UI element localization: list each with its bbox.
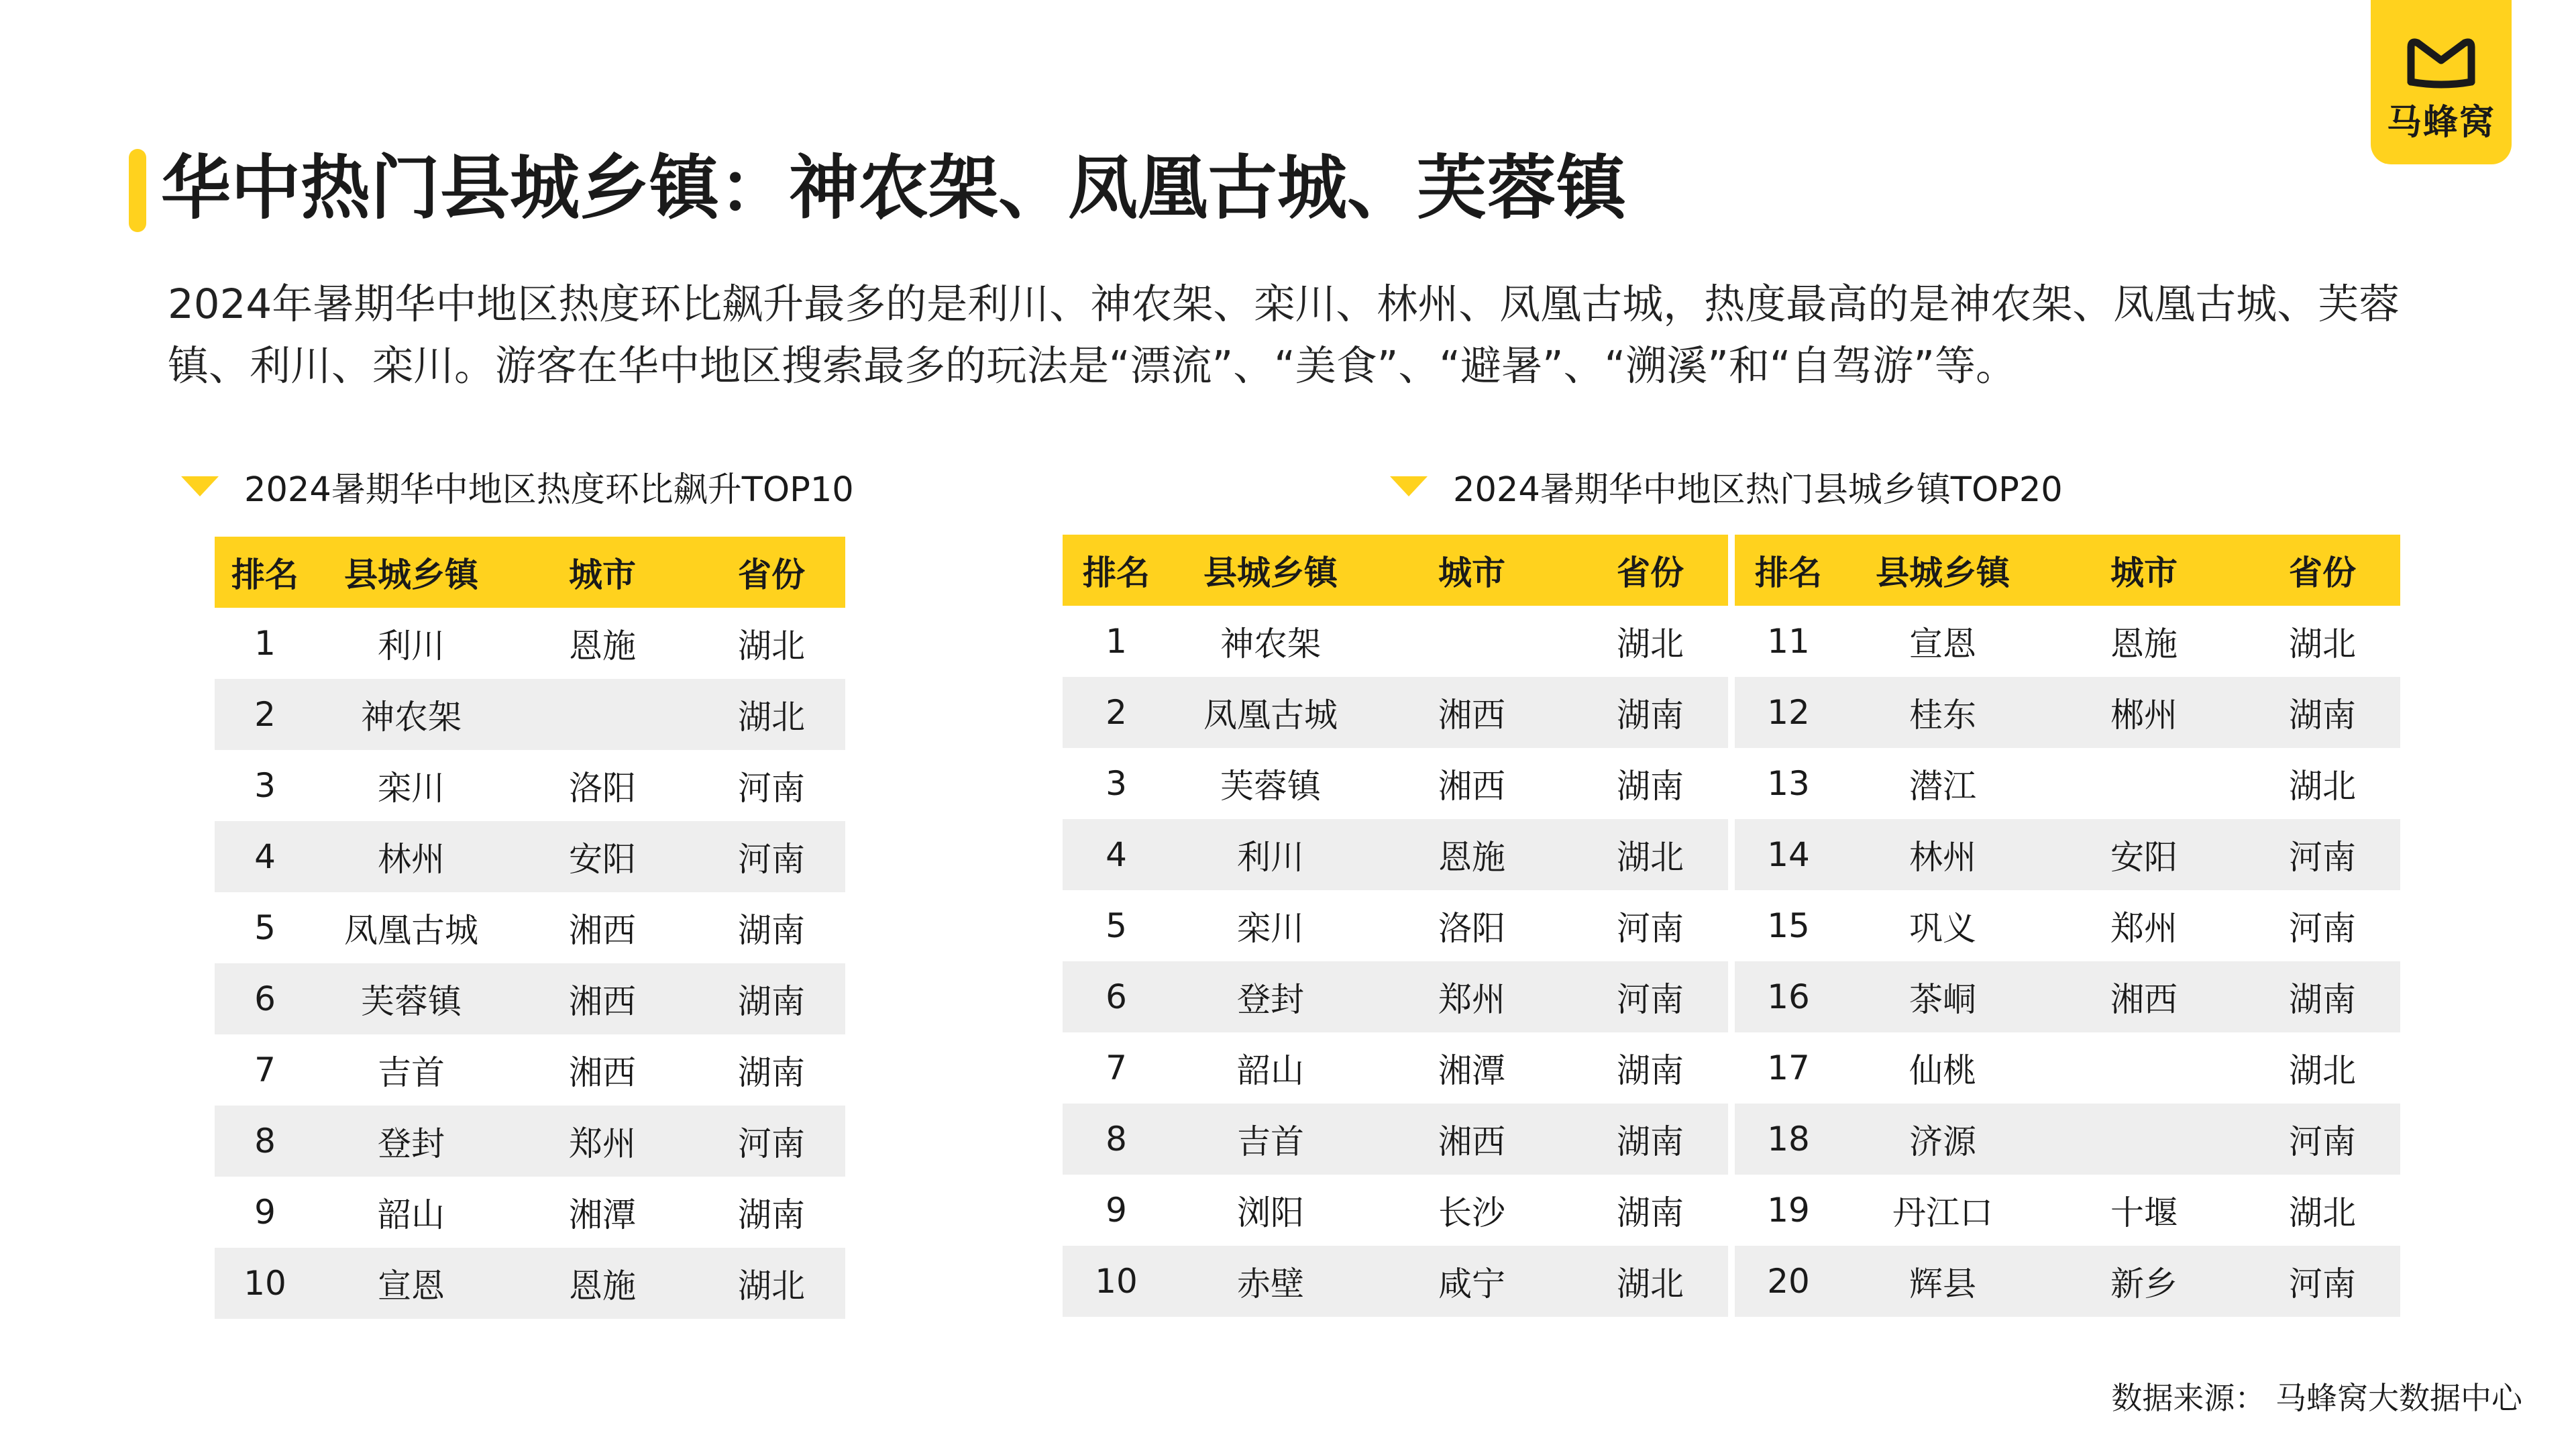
table-cell: 9 [254,1193,276,1232]
table-cell: 7 [254,1051,276,1089]
column-header: 排名 [215,537,315,608]
table-cell: 湖北 [2289,1193,2356,1232]
column-gap [1728,748,1735,819]
table-row [215,750,845,821]
table-cell: 湘西 [1371,677,1572,748]
table-cell: 19 [1767,1191,1810,1230]
table-row [1063,606,2400,677]
table-cell: 吉首 [1170,1104,1371,1175]
table-cell: 9 [1106,1191,1127,1230]
logo-text: 马蜂窝 [2386,103,2496,143]
column-header: 排名 [1735,535,1842,606]
table-cell: 湖南 [738,1195,805,1234]
table-cell: 济源 [1842,1104,2043,1175]
table-cell: 新乡 [2043,1246,2245,1317]
table-cell: 安阳 [2043,819,2245,890]
table-cell: 栾川 [1237,909,1304,948]
column-gap [1728,961,1735,1032]
column-gap [1728,606,1735,677]
table-cell: 湖南 [698,963,845,1034]
table-cell: 湘西 [569,911,636,950]
table-cell: 吉首 [378,1053,445,1092]
table-cell: 17 [1767,1049,1810,1087]
table-cell: 安阳 [507,821,698,892]
column-header: 城市 [507,537,698,608]
table-cell: 湘西 [2043,961,2245,1032]
column-gap [1728,819,1735,890]
table-cell: 湖北 [2289,625,2356,663]
table-cell: 16 [1735,961,1842,1032]
table-cell: 湘西 [1371,1104,1572,1175]
page-description: 2024年暑期华中地区热度环比飙升最多的是利川、神农架、栾川、林州、凤凰古城，热度最高的是神农架、凤凰古城、芙蓉镇、利川、栾川。游客在华中地区搜索最多的玩法是“漂流”、“美食”、“避暑”、“溯溪”和“自驾游”等。 [168,280,2400,390]
table-cell: 浏阳 [1237,1193,1304,1232]
right-table-heading-text: 2024暑期华中地区热门县城乡镇TOP20 [1453,470,2063,510]
table-cell: 湖南 [2245,961,2400,1032]
table-cell: 郑州 [2110,909,2178,948]
column-header: 排名 [1063,535,1170,606]
table-cell: 咸宁 [1371,1246,1572,1317]
column-header: 城市 [1371,535,1572,606]
table-row [215,679,845,750]
column-gap [1728,890,1735,961]
table-cell: 河南 [1572,961,1728,1032]
table-row [1063,677,2400,748]
table-cell: 2 [1063,677,1170,748]
table-cell: 郴州 [2043,677,2245,748]
table-cell: 神农架 [1220,625,1321,663]
table-cell: 13 [1767,764,1810,803]
table-row [215,1177,845,1248]
table-cell: 18 [1735,1104,1842,1175]
table-cell: 河南 [698,1106,845,1177]
table-cell: 1 [1106,622,1127,661]
table-cell: 河南 [1617,909,1684,948]
triangle-down-icon [181,476,219,496]
column-header: 省份 [1572,535,1728,606]
right-table-heading [1390,462,2063,511]
table-cell: 8 [1063,1104,1170,1175]
table-cell: 湖南 [1617,1193,1684,1232]
table-cell: 6 [215,963,315,1034]
table-cell: 宣恩 [315,1248,507,1319]
table-row [1063,1246,2400,1317]
table-cell: 神农架 [315,679,507,750]
table-cell: 河南 [698,821,845,892]
page-title: 华中热门县城乡镇：神农架、凤凰古城、芙蓉镇 [161,147,1627,229]
table-cell: 潜江 [1909,767,1976,806]
table-cell: 郑州 [507,1106,698,1177]
table-cell: 7 [1106,1049,1127,1087]
table-row [215,1106,845,1177]
table-cell: 河南 [2245,1246,2400,1317]
table-cell: 桂东 [1842,677,2043,748]
table-cell: 湖北 [2289,1051,2356,1090]
table-cell: 利川 [378,627,445,665]
column-header: 县城乡镇 [1842,535,2043,606]
table-cell: 4 [215,821,315,892]
table-row [1063,748,2400,819]
title-accent-bar [129,149,146,232]
table-cell [1371,606,1572,677]
table-cell: 20 [1735,1246,1842,1317]
table-cell: 韶山 [1237,1051,1304,1090]
table-cell: 恩施 [2110,625,2178,663]
table-row [215,821,845,892]
table-cell: 河南 [2245,1104,2400,1175]
table-cell: 湖北 [738,627,805,665]
table-cell [2043,748,2245,819]
table-cell: 湖南 [1617,767,1684,806]
table-cell: 湖南 [2245,677,2400,748]
table-cell: 河南 [2245,819,2400,890]
table-cell: 10 [1063,1246,1170,1317]
table-cell: 5 [254,908,276,947]
table-cell: 利川 [1170,819,1371,890]
table-row [1063,1104,2400,1175]
column-header: 城市 [2043,535,2245,606]
table-cell: 丹江口 [1892,1193,1993,1232]
column-gap [1728,1032,1735,1104]
table-row [1063,1175,2400,1246]
table-cell: 湖南 [1572,1104,1728,1175]
table-cell: 芙蓉镇 [315,963,507,1034]
mafengwo-m-icon [2404,35,2478,89]
table-cell: 湘西 [569,1053,636,1092]
table-row [1063,961,2400,1032]
table-cell: 3 [254,766,276,805]
table-cell: 恩施 [569,627,636,665]
table-cell: 长沙 [1438,1193,1505,1232]
table-cell: 林州 [315,821,507,892]
table-cell: 14 [1735,819,1842,890]
table-cell: 12 [1735,677,1842,748]
table-cell: 湘潭 [1438,1051,1505,1090]
table-cell: 湖南 [1572,677,1728,748]
column-header: 省份 [698,537,845,608]
table-cell: 10 [215,1248,315,1319]
table-cell: 2 [215,679,315,750]
table-cell: 韶山 [378,1195,445,1234]
table-cell: 湖北 [698,1248,845,1319]
table-cell: 5 [1106,906,1127,945]
column-header: 县城乡镇 [315,537,507,608]
table-cell: 凤凰古城 [1170,677,1371,748]
table-cell: 十堰 [2110,1193,2178,1232]
table-cell: 湘西 [507,963,698,1034]
table-cell: 恩施 [507,1248,698,1319]
table-cell: 湖北 [1572,1246,1728,1317]
table-cell: 芙蓉镇 [1220,767,1321,806]
table-cell: 凤凰古城 [344,911,478,950]
column-header: 省份 [2245,535,2400,606]
table-row [215,608,845,679]
table-cell: 湖南 [1617,1051,1684,1090]
table-cell: 11 [1767,622,1810,661]
top20-popular-table [1063,535,2400,1317]
triangle-down-icon [1390,476,1428,496]
table-cell: 洛阳 [569,769,636,808]
table-cell: 湖南 [738,911,805,950]
data-source: 数据来源： 马蜂窝大数据中心 [2111,1380,2522,1416]
table-cell: 4 [1063,819,1170,890]
column-header: 县城乡镇 [1170,535,1371,606]
left-table-heading-text: 2024暑期华中地区热度环比飙升TOP10 [244,470,854,510]
table-cell: 湖北 [1617,625,1684,663]
table-cell: 6 [1063,961,1170,1032]
table-cell: 栾川 [378,769,445,808]
table-cell: 湖南 [738,1053,805,1092]
table-cell: 15 [1767,906,1810,945]
table-cell: 河南 [2289,909,2356,948]
table-cell: 洛阳 [1438,909,1505,948]
table-cell [507,679,698,750]
table-cell: 林州 [1842,819,2043,890]
table-cell: 登封 [1170,961,1371,1032]
table-cell: 8 [215,1106,315,1177]
table-row [1063,1032,2400,1104]
brand-logo [2371,0,2512,164]
column-gap [1728,1246,1735,1317]
table-row [1063,819,2400,890]
table-cell: 宣恩 [1909,625,1976,663]
left-table-heading [181,462,854,511]
table-row [215,1034,845,1106]
table-cell [2043,1104,2245,1175]
table-cell: 湘潭 [569,1195,636,1234]
table-cell: 1 [254,624,276,663]
table-cell: 3 [1106,764,1127,803]
table-cell: 辉县 [1842,1246,2043,1317]
column-gap [1728,535,1735,606]
table-cell: 巩义 [1909,909,1976,948]
table-cell: 仙桃 [1909,1051,1976,1090]
top10-surge-table [215,537,845,1319]
table-row [215,892,845,963]
table-cell: 恩施 [1371,819,1572,890]
table-cell: 河南 [738,769,805,808]
table-cell: 郑州 [1371,961,1572,1032]
table-row [215,1248,845,1319]
table-cell: 湘西 [1438,767,1505,806]
table-cell: 赤壁 [1170,1246,1371,1317]
table-row [215,963,845,1034]
table-cell [2043,1032,2245,1104]
table-cell: 湖北 [2289,767,2356,806]
table-cell: 湖北 [698,679,845,750]
table-cell: 登封 [315,1106,507,1177]
column-gap [1728,1104,1735,1175]
table-cell: 湖北 [1572,819,1728,890]
column-gap [1728,1175,1735,1246]
column-gap [1728,677,1735,748]
table-row [1063,890,2400,961]
table-cell: 茶峒 [1842,961,2043,1032]
